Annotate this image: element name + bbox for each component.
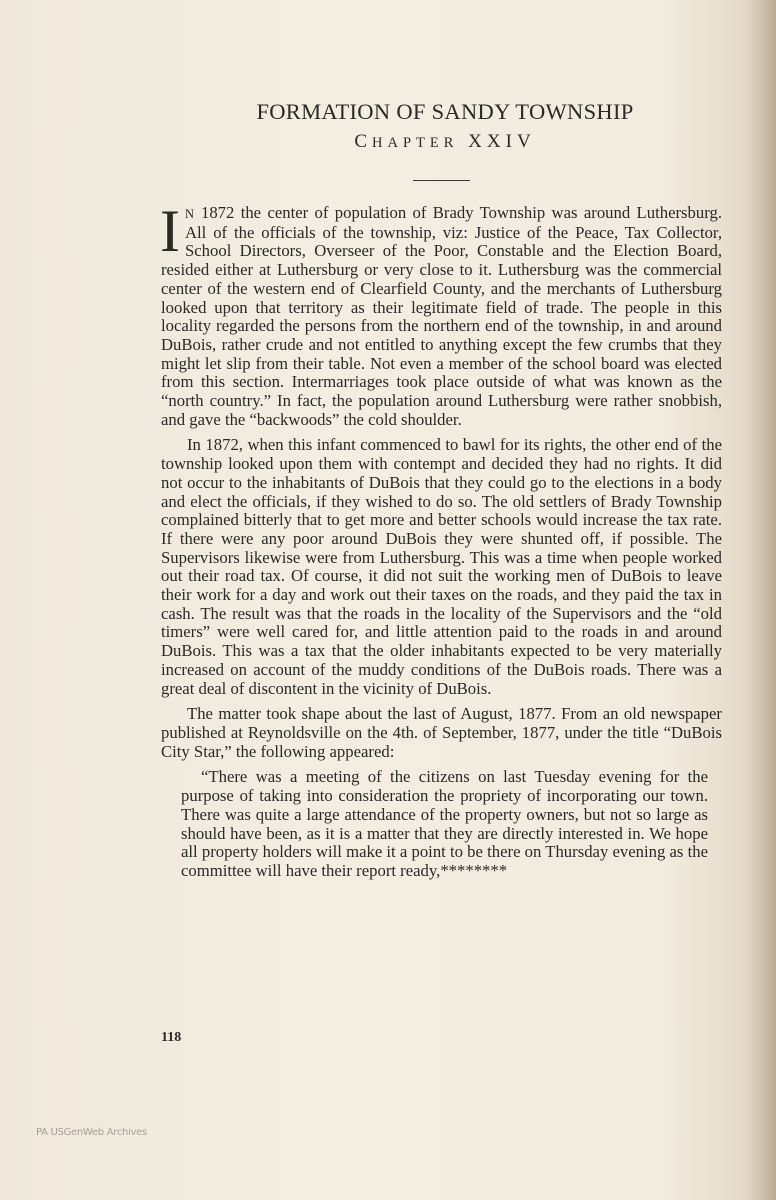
paragraph-1-text: 1872 the center of population of Brady Township was around Luthersburg. All of the officials of the township, viz: Justice of the Peace, Tax Collector, School Directors, Overseer of the Poor, Constable and the Election Board, resided either at Luthersburg or very close to it. Luthersburg was the commercial center of the western end of Clearfield County, and the merchants of Luthersburg looked upon that territory as their legitimate field of trade. The people in this locality regarded the persons from the northern end of the township, in and around DuBois, rather crude and not entitled to anything except the few crumbs that they might let slip from their table. Not even a member of the school board was elected from this section. Intermarriages took place outside of what was known as the “north country.” In fact, the population around Luthersburg were rather snobbish, and gave the “backwoods” the cold shoulder. xyxy=(161,203,722,429)
body-text xyxy=(160,198,722,881)
paragraph-1 xyxy=(160,198,722,429)
paragraph-3: The matter took shape about the last of August, 1877. From an old newspaper published at Reynoldsville on the 4th. of September, 1877, under the title “DuBois City Star,” the following appeared: xyxy=(161,704,722,761)
chapter-title: FORMATION OF SANDY TOWNSHIP xyxy=(256,99,634,124)
chapter-label-first-letter: C xyxy=(354,131,373,152)
title-divider xyxy=(413,180,470,181)
page-edge-shadow xyxy=(742,0,776,1200)
paragraph-1-smallcaps: N xyxy=(184,207,195,221)
drop-cap: I xyxy=(160,198,180,264)
chapter-number: XXIV xyxy=(468,131,536,152)
page-number: 118 xyxy=(161,1030,182,1045)
chapter-label-rest: HAPTER xyxy=(372,135,459,151)
quoted-passage: “There was a meeting of the citizens on last Tuesday evening for the purpose of taking into consideration the propriety of incorporating our town. There was quite a large attendance of the property owners, but not so large as should have been, as it is a matter that they are directly interested in. We hope all property holders will make it a point to be there on Thursday evening as the committee will have their report ready,******** xyxy=(181,767,708,880)
paragraph-2: In 1872, when this infant commenced to bawl for its rights, the other end of the township looked upon them with contempt and decided they had no rights. It did not occur to the inhabitants of DuBois that they could go to the elections in a body and elect the officials, if they wished to do so. The old settlers of Brady Township complained bitterly that to get more and better schools would increase the tax rate. If there were any poor around DuBois they were shunted off, if possible. The Supervisors likewise were from Luthersburg. This was a time when people worked out their road tax. Of course, it did not suit the working men of DuBois to leave their work for a day and work out their taxes on the roads, and they paid the tax in cash. The result was that the roads in the locality of the Supervisors and the “old timers” were well cared for, and little attention paid to the roads in and around DuBois. This was a tax that the older inhabitants expected to be very materially increased on account of the muddy conditions of the DuBois roads. There was a great deal of discontent in the vicinity of DuBois. xyxy=(161,435,722,698)
archive-watermark: PA USGenWeb Archives xyxy=(36,1127,147,1138)
chapter-heading xyxy=(160,130,730,155)
